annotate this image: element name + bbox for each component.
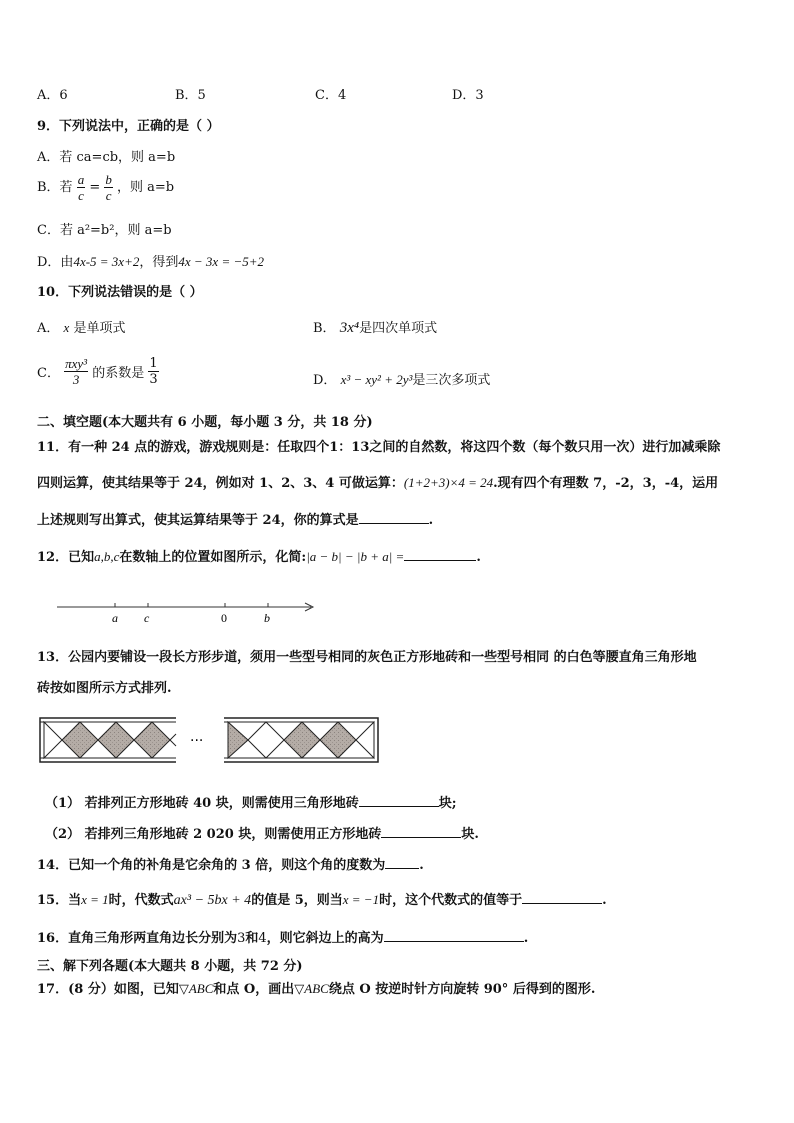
option-b: B．5 (175, 88, 206, 103)
q9-option-b: B．若 $\frac{a}{c}$ = $\frac{b}{c}$ ，则 a=b (37, 172, 175, 203)
fraction-a-over-c: $\frac{a}{c}$ (77, 172, 85, 203)
fraction-b-over-c: $\frac{b}{c}$ (105, 172, 112, 203)
tile-strip-right (224, 718, 378, 762)
label-zero: 0 (221, 611, 227, 625)
section-3-heading: 三、解下列各题(本大题共 8 小题，共 72 分) (37, 959, 303, 974)
tile-diagram (38, 716, 383, 766)
q11-answer-blank (359, 511, 429, 524)
q15-answer-blank (522, 891, 602, 904)
gray-square-tile (62, 722, 98, 758)
option-a: A．6 (37, 88, 68, 103)
q12-text: 12．已知a,b,c在数轴上的位置如图所示，化简:|a − b| − |b + a| = . (37, 549, 481, 565)
q10-option-a: A． x 是单项式 (37, 320, 126, 336)
label-b: b (264, 611, 270, 625)
label-c: c (144, 611, 150, 625)
q9-option-a: A．若 ca=cb，则 a=b (37, 150, 176, 165)
q12-answer-blank (404, 548, 476, 561)
q9-option-c: C．若 a²=b²，则 a=b (37, 223, 172, 238)
option-d: D．3 (452, 88, 484, 103)
q11-line2: 四则运算，使其结果等于 24，例如对 1、2、3、4 可做运算：(1+2+3)×4 = 24.现有四个有理数 7，-2，3，-4，运用 (37, 475, 719, 491)
q16-text: 16．直角三角形两直角边长分别为3和4，则它斜边上的高为 . (37, 931, 529, 946)
q13-line1: 13．公园内要铺设一段长方形步道，须用一些型号相同的灰色正方形地砖和一些型号相同 的白色等腰直角三角形地 (37, 650, 697, 665)
q17-text: 17．(8 分）如图，已知▽ABC和点 O，画出▽ABC绕点 O 按逆时针方向旋转 90° 后得到的图形. (37, 981, 596, 997)
q13-part1: （1） 若排列正方形地砖 40 块，则需使用三角形地砖 块; (45, 796, 457, 811)
q15-text: 15．当x = 1时，代数式ax³ − 5bx + 4的值是 5，则当x = −1时，这个代数式的值等于 . (37, 892, 607, 908)
fraction-pixy3-over-3: $\frac{\text{πxy³}}{3}$ (65, 356, 88, 387)
q10-stem: 10．下列说法错误的是（ ） (37, 285, 203, 300)
q13-line2: 砖按如图所示方式排列. (37, 681, 172, 696)
q10-option-c: C． $\frac{\text{πxy³}}{3}$ 的系数是 $\frac{1}{3}$ (37, 356, 158, 387)
gray-square-tile (284, 722, 320, 758)
gray-square-tile (134, 722, 170, 758)
gray-square-tile (228, 722, 248, 758)
q11-line3: 上述规则写出算式，使其运算结果等于 24，你的算式是 . (37, 513, 434, 528)
q11-line1: 11．有一种 24 点的游戏，游戏规则是：任取四个1：13之间的自然数，将这四个数（每个数只用一次）进行加减乘除 (37, 440, 721, 455)
q16-answer-blank (384, 929, 524, 942)
q13-part2: （2） 若排列三角形地砖 2 020 块，则需使用正方形地砖 块. (45, 827, 479, 842)
q9-b-label: B．若 (37, 180, 73, 195)
q10-option-b: B． 3x⁴是四次单项式 (313, 320, 438, 336)
gray-square-tile (320, 722, 356, 758)
tile-strip-left (40, 718, 176, 762)
ellipsis: ··· (190, 733, 204, 749)
q9-stem: 9．下列说法中，正确的是（ ） (37, 119, 220, 134)
q14-text: 14．已知一个角的补角是它余角的 3 倍，则这个角的度数为 . (37, 858, 424, 873)
number-line (55, 596, 320, 626)
q13-part2-blank (381, 825, 461, 838)
section-2-heading: 二、填空题(本大题共有 6 小题，每小题 3 分，共 18 分) (37, 415, 373, 430)
option-c: C．4 (315, 88, 347, 103)
label-a: a (112, 611, 118, 625)
gray-square-tile (98, 722, 134, 758)
q13-part1-blank (359, 794, 439, 807)
q10-option-d: D． x³ − xy² + 2y³是三次多项式 (313, 372, 491, 388)
q9-option-d: D．由4x-5 = 3x+2，得到4x − 3x = −5+2 (37, 254, 265, 270)
q14-answer-blank (385, 856, 419, 869)
fraction-one-third: $\frac{1}{3}$ (149, 356, 158, 387)
